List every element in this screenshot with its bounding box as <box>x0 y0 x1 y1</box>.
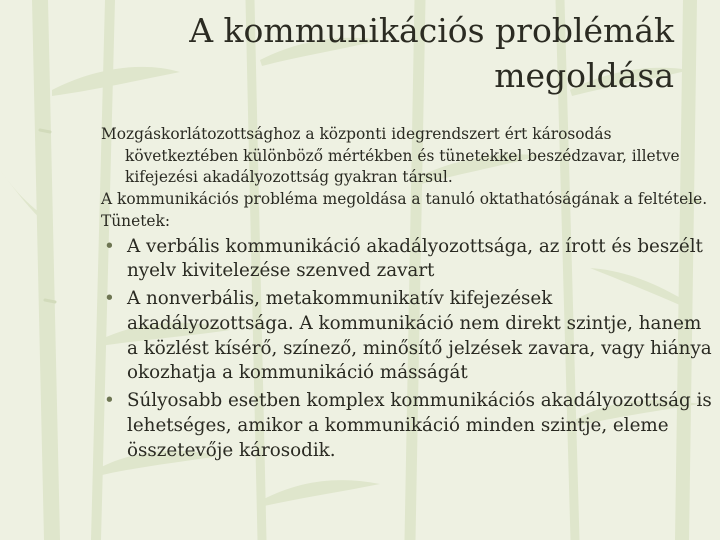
list-item-text: A nonverbális, metakommunikatív kifejezések akadályozottsága. A kommunikáció nem direkt szintje, hanem a közlést kísérő, színező, minősítő jelzések zavara, vagy hiánya okozhatja a kommunikáció másságát <box>127 288 712 384</box>
slide-body <box>101 124 713 467</box>
solution-paragraph: A kommunikációs probléma megoldása a tanuló oktathatóságának a feltétele. <box>101 190 708 208</box>
slide-title <box>189 8 674 98</box>
list-item-text: Súlyosabb esetben komplex kommunikációs akadályozottság is lehetséges, amikor a kommunikáció minden szintje, eleme összetevője károsodik. <box>127 390 712 461</box>
intro-paragraph: Mozgáskorlátozottsághoz a központi idegrendszert ért károsodás következtében különböző mértékben és tünetekkel beszédzavar, illetve kifejezési akadályozottság gyakran társul. <box>101 125 680 186</box>
title-line-2: megoldása <box>494 56 674 95</box>
bullet-icon: • <box>104 235 115 257</box>
symptoms-label: Tünetek: <box>101 212 171 230</box>
list-item <box>101 235 713 285</box>
list-item-text: A verbális kommunikáció akadályozottsága, az írott és beszélt nyelv kivitelezése szenved zavart <box>127 235 703 282</box>
list-item <box>101 287 713 386</box>
title-line-1: A kommunikációs problémák <box>189 11 674 50</box>
bullet-icon: • <box>104 288 115 310</box>
bullet-icon: • <box>104 390 115 412</box>
list-item <box>101 389 713 463</box>
symptoms-list <box>101 235 713 464</box>
